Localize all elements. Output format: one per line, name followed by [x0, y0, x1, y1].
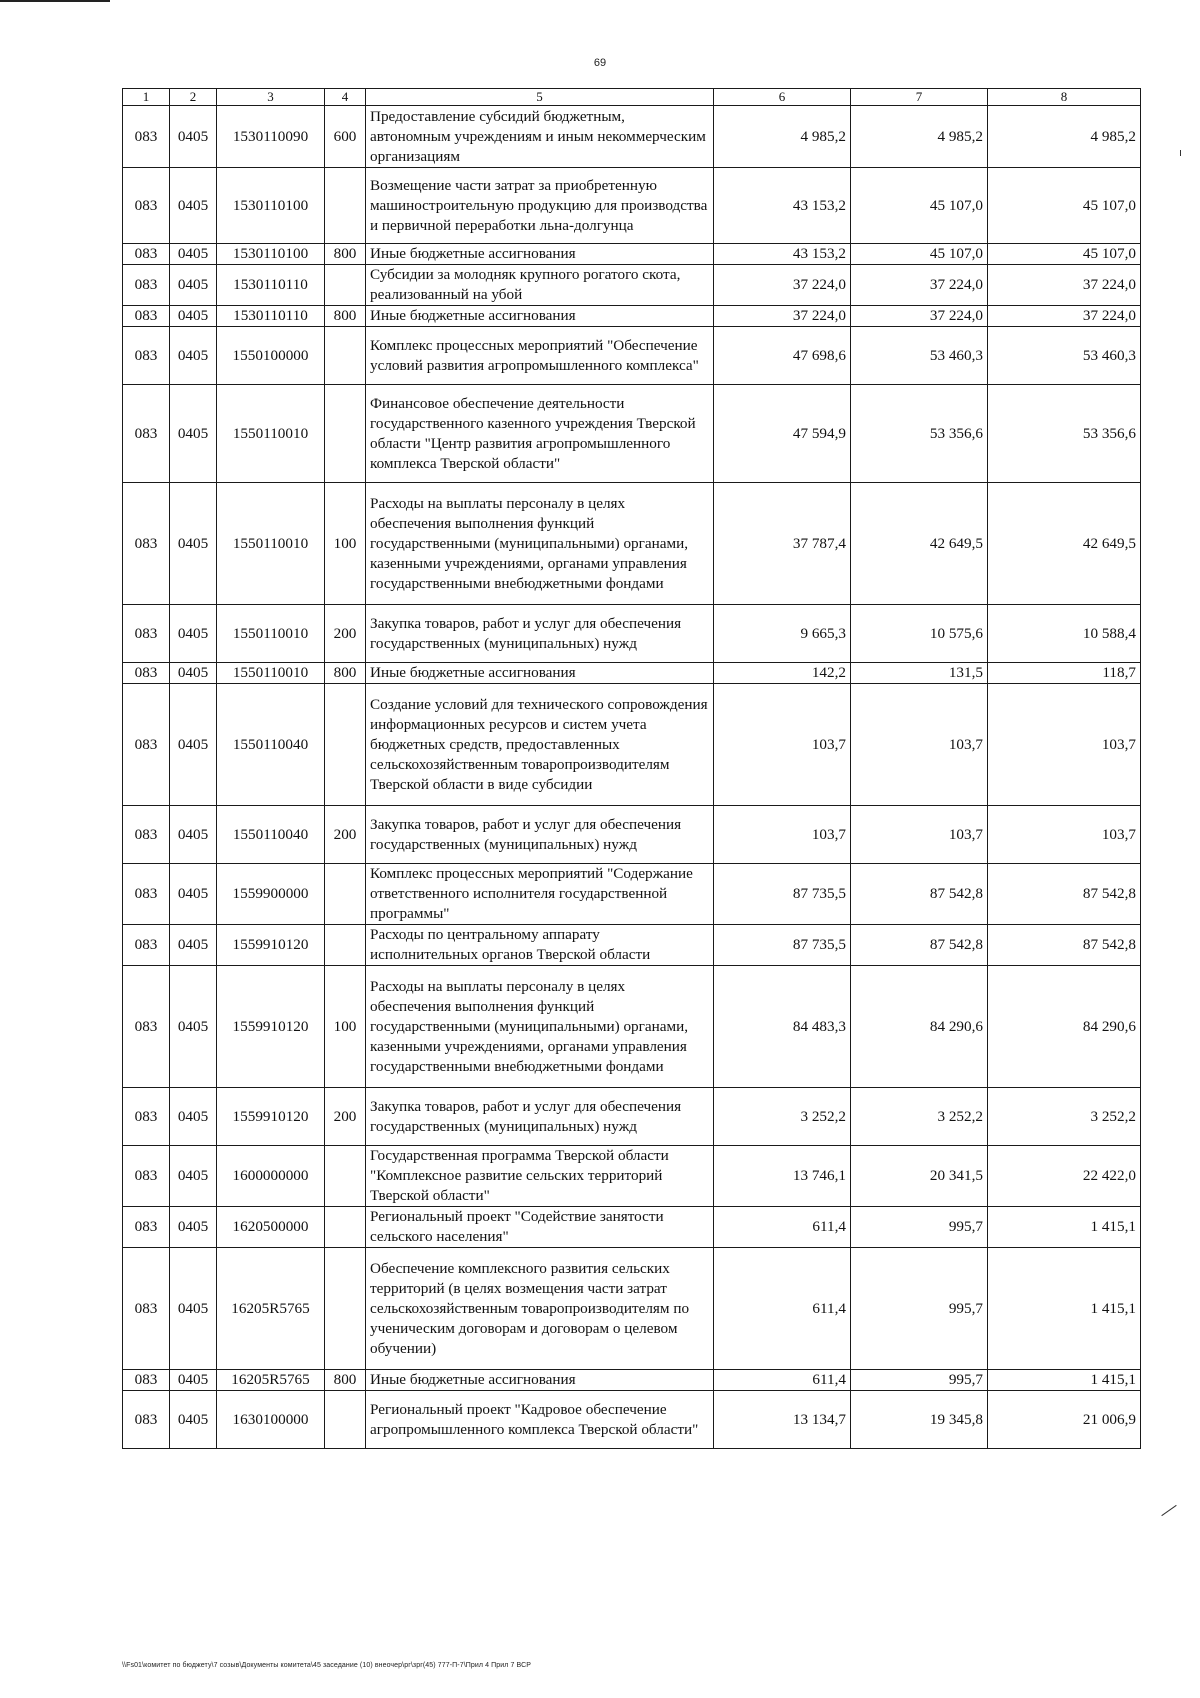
cell-expense-type	[325, 327, 366, 385]
cell-section-code: 0405	[170, 925, 217, 966]
cell-description: Расходы на выплаты персоналу в целях обеспечения выполнения функций государственными (муниципальными) органами, казенными учреждениями, органами управления государственными внебюджетными фондами	[366, 966, 714, 1088]
cell-amount-year1: 43 153,2	[714, 168, 851, 244]
cell-description: Создание условий для технического сопровождения информационных ресурсов и систем учета бюджетных средств, предоставленных сельскохозяйственным товаропроизводителям Тверской области в виде субсидии	[366, 684, 714, 806]
cell-amount-year1: 87 735,5	[714, 925, 851, 966]
cell-amount-year2: 53 460,3	[851, 327, 988, 385]
cell-target-code: 1559910120	[217, 1088, 325, 1146]
cell-amount-year1: 103,7	[714, 806, 851, 864]
cell-description: Региональный проект "Содействие занятости сельского населения"	[366, 1207, 714, 1248]
cell-amount-year2: 37 224,0	[851, 265, 988, 306]
cell-section-code: 0405	[170, 663, 217, 684]
cell-section-code: 0405	[170, 806, 217, 864]
cell-amount-year1: 611,4	[714, 1248, 851, 1370]
cell-section-code: 0405	[170, 1146, 217, 1207]
cell-description: Закупка товаров, работ и услуг для обеспечения государственных (муниципальных) нужд	[366, 605, 714, 663]
cell-description: Иные бюджетные ассигнования	[366, 306, 714, 327]
table-row	[123, 265, 1141, 306]
table-row	[123, 684, 1141, 806]
cell-amount-year3: 45 107,0	[988, 168, 1141, 244]
cell-amount-year3: 1 415,1	[988, 1248, 1141, 1370]
cell-amount-year2: 3 252,2	[851, 1088, 988, 1146]
cell-target-code: 1630100000	[217, 1391, 325, 1449]
cell-target-code: 16205R5765	[217, 1248, 325, 1370]
table-row	[123, 1146, 1141, 1207]
cell-expense-type: 100	[325, 966, 366, 1088]
cell-admin-code: 083	[123, 663, 170, 684]
cell-amount-year1: 43 153,2	[714, 244, 851, 265]
cell-expense-type: 800	[325, 306, 366, 327]
cell-admin-code: 083	[123, 684, 170, 806]
cell-admin-code: 083	[123, 864, 170, 925]
cell-section-code: 0405	[170, 327, 217, 385]
cell-admin-code: 083	[123, 1370, 170, 1391]
cell-amount-year2: 995,7	[851, 1207, 988, 1248]
cell-admin-code: 083	[123, 806, 170, 864]
cell-amount-year3: 1 415,1	[988, 1207, 1141, 1248]
cell-amount-year3: 87 542,8	[988, 925, 1141, 966]
cell-amount-year3: 103,7	[988, 684, 1141, 806]
cell-admin-code: 083	[123, 306, 170, 327]
cell-amount-year3: 87 542,8	[988, 864, 1141, 925]
cell-expense-type: 200	[325, 1088, 366, 1146]
cell-amount-year2: 87 542,8	[851, 864, 988, 925]
cell-admin-code: 083	[123, 265, 170, 306]
cell-admin-code: 083	[123, 1248, 170, 1370]
cell-amount-year3: 53 460,3	[988, 327, 1141, 385]
cell-amount-year2: 20 341,5	[851, 1146, 988, 1207]
header-cell: 2	[170, 89, 217, 106]
cell-target-code: 1600000000	[217, 1146, 325, 1207]
cell-target-code: 1530110100	[217, 168, 325, 244]
cell-description: Возмещение части затрат за приобретенную машиностроительную продукцию для производства и первичной переработки льна-долгунца	[366, 168, 714, 244]
cell-amount-year1: 9 665,3	[714, 605, 851, 663]
cell-description: Государственная программа Тверской области "Комплексное развитие сельских территорий Тверской области"	[366, 1146, 714, 1207]
cell-target-code: 16205R5765	[217, 1370, 325, 1391]
cell-admin-code: 083	[123, 925, 170, 966]
cell-amount-year1: 3 252,2	[714, 1088, 851, 1146]
header-cell: 1	[123, 89, 170, 106]
cell-expense-type	[325, 1391, 366, 1449]
cell-section-code: 0405	[170, 385, 217, 483]
cell-description: Иные бюджетные ассигнования	[366, 244, 714, 265]
cell-description: Иные бюджетные ассигнования	[366, 1370, 714, 1391]
cell-admin-code: 083	[123, 1391, 170, 1449]
cell-amount-year2: 37 224,0	[851, 306, 988, 327]
cell-admin-code: 083	[123, 106, 170, 168]
cell-amount-year2: 103,7	[851, 806, 988, 864]
cell-section-code: 0405	[170, 1088, 217, 1146]
scan-mark	[1180, 150, 1181, 156]
cell-amount-year2: 45 107,0	[851, 168, 988, 244]
header-cell: 8	[988, 89, 1141, 106]
cell-description: Закупка товаров, работ и услуг для обеспечения государственных (муниципальных) нужд	[366, 1088, 714, 1146]
cell-amount-year2: 995,7	[851, 1248, 988, 1370]
cell-expense-type	[325, 684, 366, 806]
cell-amount-year1: 611,4	[714, 1370, 851, 1391]
cell-target-code: 1550110010	[217, 605, 325, 663]
cell-amount-year3: 4 985,2	[988, 106, 1141, 168]
scan-artifact-line	[0, 0, 110, 2]
cell-amount-year3: 118,7	[988, 663, 1141, 684]
cell-amount-year2: 19 345,8	[851, 1391, 988, 1449]
table-row	[123, 1370, 1141, 1391]
header-cell: 7	[851, 89, 988, 106]
cell-expense-type: 800	[325, 663, 366, 684]
cell-amount-year3: 84 290,6	[988, 966, 1141, 1088]
table-row	[123, 605, 1141, 663]
cell-target-code: 1550100000	[217, 327, 325, 385]
scan-mark	[1161, 1505, 1176, 1516]
cell-expense-type	[325, 925, 366, 966]
cell-amount-year3: 21 006,9	[988, 1391, 1141, 1449]
cell-expense-type	[325, 385, 366, 483]
cell-description: Расходы на выплаты персоналу в целях обеспечения выполнения функций государственными (муниципальными) органами, казенными учреждениями, органами управления государственными внебюджетными фондами	[366, 483, 714, 605]
header-cell: 3	[217, 89, 325, 106]
cell-expense-type	[325, 168, 366, 244]
cell-admin-code: 083	[123, 605, 170, 663]
cell-section-code: 0405	[170, 168, 217, 244]
cell-admin-code: 083	[123, 385, 170, 483]
cell-target-code: 1559910120	[217, 966, 325, 1088]
cell-target-code: 1559900000	[217, 864, 325, 925]
cell-section-code: 0405	[170, 1207, 217, 1248]
header-cell: 5	[366, 89, 714, 106]
cell-description: Комплекс процессных мероприятий "Обеспечение условий развития агропромышленного комплекса"	[366, 327, 714, 385]
cell-amount-year3: 103,7	[988, 806, 1141, 864]
budget-table	[122, 88, 1141, 1449]
cell-amount-year1: 87 735,5	[714, 864, 851, 925]
cell-amount-year2: 84 290,6	[851, 966, 988, 1088]
cell-section-code: 0405	[170, 605, 217, 663]
cell-amount-year2: 131,5	[851, 663, 988, 684]
cell-expense-type: 800	[325, 1370, 366, 1391]
cell-amount-year2: 87 542,8	[851, 925, 988, 966]
table-row	[123, 806, 1141, 864]
table-row	[123, 244, 1141, 265]
table-body	[123, 106, 1141, 1449]
cell-description: Финансовое обеспечение деятельности государственного казенного учреждения Тверской области "Центр развития агропромышленного комплекса Тверской области"	[366, 385, 714, 483]
cell-amount-year3: 42 649,5	[988, 483, 1141, 605]
cell-amount-year2: 45 107,0	[851, 244, 988, 265]
header-row	[123, 89, 1141, 106]
cell-admin-code: 083	[123, 966, 170, 1088]
cell-description: Региональный проект "Кадровое обеспечение агропромышленного комплекса Тверской области"	[366, 1391, 714, 1449]
cell-section-code: 0405	[170, 244, 217, 265]
cell-description: Комплекс процессных мероприятий "Содержание ответственного исполнителя государственной программы"	[366, 864, 714, 925]
cell-description: Расходы по центральному аппарату исполнительных органов Тверской области	[366, 925, 714, 966]
cell-section-code: 0405	[170, 265, 217, 306]
header-cell: 6	[714, 89, 851, 106]
cell-section-code: 0405	[170, 966, 217, 1088]
cell-description: Закупка товаров, работ и услуг для обеспечения государственных (муниципальных) нужд	[366, 806, 714, 864]
table-row	[123, 925, 1141, 966]
cell-target-code: 1620500000	[217, 1207, 325, 1248]
cell-description: Иные бюджетные ассигнования	[366, 663, 714, 684]
cell-target-code: 1530110100	[217, 244, 325, 265]
cell-section-code: 0405	[170, 106, 217, 168]
cell-section-code: 0405	[170, 483, 217, 605]
cell-target-code: 1550110040	[217, 684, 325, 806]
cell-expense-type	[325, 864, 366, 925]
cell-description: Обеспечение комплексного развития сельских территорий (в целях возмещения части затрат сельскохозяйственным товаропроизводителям по ученическим договорам и договорам о целевом обучении)	[366, 1248, 714, 1370]
cell-amount-year3: 3 252,2	[988, 1088, 1141, 1146]
cell-amount-year1: 47 698,6	[714, 327, 851, 385]
cell-expense-type	[325, 1207, 366, 1248]
cell-section-code: 0405	[170, 684, 217, 806]
cell-section-code: 0405	[170, 1370, 217, 1391]
cell-section-code: 0405	[170, 864, 217, 925]
cell-amount-year1: 37 787,4	[714, 483, 851, 605]
cell-expense-type: 600	[325, 106, 366, 168]
cell-admin-code: 083	[123, 327, 170, 385]
cell-expense-type: 200	[325, 605, 366, 663]
cell-target-code: 1530110110	[217, 306, 325, 327]
file-path-footer: \\Fs01\комитет по бюджету\7 созыв\Документы комитета\45 заседание (10) внеочер\рг\зрг(45) 777-П-7\Прил 4 Прил 7 ВСР	[122, 1662, 532, 1669]
cell-target-code: 1530110090	[217, 106, 325, 168]
cell-amount-year3: 53 356,6	[988, 385, 1141, 483]
cell-section-code: 0405	[170, 1248, 217, 1370]
table-row	[123, 1248, 1141, 1370]
table-row	[123, 327, 1141, 385]
cell-description: Субсидии за молодняк крупного рогатого скота, реализованный на убой	[366, 265, 714, 306]
cell-amount-year2: 10 575,6	[851, 605, 988, 663]
cell-admin-code: 083	[123, 1207, 170, 1248]
cell-admin-code: 083	[123, 1146, 170, 1207]
cell-amount-year3: 22 422,0	[988, 1146, 1141, 1207]
cell-description: Предоставление субсидий бюджетным, автономным учреждениям и иным некоммерческим организациям	[366, 106, 714, 168]
cell-expense-type: 100	[325, 483, 366, 605]
cell-section-code: 0405	[170, 1391, 217, 1449]
cell-target-code: 1550110040	[217, 806, 325, 864]
table-row	[123, 966, 1141, 1088]
header-cell: 4	[325, 89, 366, 106]
cell-amount-year2: 103,7	[851, 684, 988, 806]
cell-admin-code: 083	[123, 483, 170, 605]
cell-expense-type: 200	[325, 806, 366, 864]
cell-admin-code: 083	[123, 1088, 170, 1146]
cell-amount-year2: 53 356,6	[851, 385, 988, 483]
cell-target-code: 1530110110	[217, 265, 325, 306]
cell-expense-type	[325, 1248, 366, 1370]
cell-amount-year3: 37 224,0	[988, 306, 1141, 327]
cell-amount-year1: 47 594,9	[714, 385, 851, 483]
cell-amount-year3: 45 107,0	[988, 244, 1141, 265]
cell-amount-year1: 37 224,0	[714, 265, 851, 306]
cell-amount-year1: 611,4	[714, 1207, 851, 1248]
cell-amount-year1: 37 224,0	[714, 306, 851, 327]
page-number: 69	[593, 57, 607, 69]
table-row	[123, 168, 1141, 244]
table-row	[123, 306, 1141, 327]
cell-admin-code: 083	[123, 244, 170, 265]
cell-amount-year1: 13 746,1	[714, 1146, 851, 1207]
cell-expense-type: 800	[325, 244, 366, 265]
table-row	[123, 1391, 1141, 1449]
cell-amount-year3: 10 588,4	[988, 605, 1141, 663]
table-row	[123, 864, 1141, 925]
cell-expense-type	[325, 1146, 366, 1207]
cell-expense-type	[325, 265, 366, 306]
cell-amount-year3: 37 224,0	[988, 265, 1141, 306]
cell-target-code: 1550110010	[217, 483, 325, 605]
table-row	[123, 483, 1141, 605]
cell-target-code: 1550110010	[217, 385, 325, 483]
cell-amount-year1: 142,2	[714, 663, 851, 684]
cell-amount-year1: 13 134,7	[714, 1391, 851, 1449]
cell-amount-year3: 1 415,1	[988, 1370, 1141, 1391]
cell-amount-year2: 42 649,5	[851, 483, 988, 605]
cell-amount-year2: 4 985,2	[851, 106, 988, 168]
cell-amount-year1: 4 985,2	[714, 106, 851, 168]
table-row	[123, 106, 1141, 168]
cell-target-code: 1550110010	[217, 663, 325, 684]
table-row	[123, 663, 1141, 684]
table-row	[123, 1207, 1141, 1248]
table-row	[123, 385, 1141, 483]
cell-admin-code: 083	[123, 168, 170, 244]
table-row	[123, 1088, 1141, 1146]
cell-amount-year2: 995,7	[851, 1370, 988, 1391]
cell-target-code: 1559910120	[217, 925, 325, 966]
cell-section-code: 0405	[170, 306, 217, 327]
cell-amount-year1: 84 483,3	[714, 966, 851, 1088]
cell-amount-year1: 103,7	[714, 684, 851, 806]
